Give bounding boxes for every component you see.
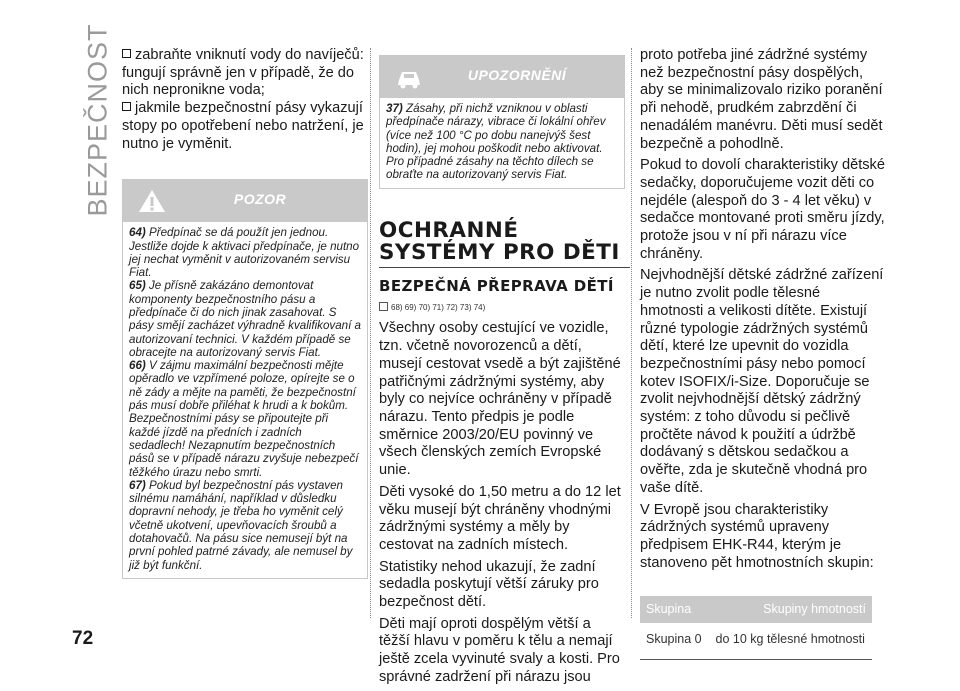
page-number: 72 xyxy=(72,628,94,649)
subheading-safe-transport: BEZPEČNÁ PŘEPRAVA DĚTÍ xyxy=(379,276,614,295)
heading-child-protection: OCHRANNÉ SYSTÉMY PRO DĚTI xyxy=(379,219,630,268)
paragraph: Pokud to dovolí charakteristiky dětské sedačky, doporučujeme vozit děti co nejdéle (alespoň do 3 - 4 let věku) v sedačce montované proti směru jízdy, protože jsou v ní při nárazu více chráněny. xyxy=(640,157,885,262)
weight-groups-table xyxy=(640,596,872,660)
warning-item: 37) Zásahy, při nichž vzniknou v oblasti předpínače nárazy, vibrace či lokální ohřev (více než 100 °C po dobu nanejvýš šest hodin), jej mohou poškodit nebo aktivovat. Pro případné zásahy na těchto dílech se obraťte na autorizovaný servis Fiat. xyxy=(386,102,606,182)
column-divider xyxy=(631,48,632,618)
paragraph: Statistiky nehod ukazují, že zadní sedadla poskytují větší záruky pro bezpečnost dětí. xyxy=(379,558,599,611)
column-1 xyxy=(122,47,368,579)
references: 68) 69) 70) 71) 72) 73) 74) xyxy=(379,299,625,317)
reference-icon xyxy=(379,302,388,311)
list-item: jakmile bezpečnostní pásy vykazují stopy po opotřebení nebo natržení, je nutno je vyměnit. xyxy=(122,100,364,152)
list-item: zabraňte vniknutí vody do navíječů: fungují správně jen v případě, že do nich nepronikne voda; xyxy=(122,47,364,99)
paragraph: Nejvhodnější dětské zádržné zařízení je nutno zvolit podle tělesné hmotnosti a velikosti dítěte. Existují různé typologie zádržných systémů dětí, které lze upevnit do vozidla bezpečnostními pásy nebo pomocí kotev ISOFIX/i-Size. Doporučuje se zvolit nejvhodnější dětský zádržný systém: z toho důvodu si pečlivě pročtěte návod k použití a údržbě dodávaný s dětskou sedačkou a ověřte, zda je skutečně vhodná pro vaše dítě. xyxy=(640,267,884,496)
warning-header xyxy=(123,180,367,222)
paragraph: Všechny osoby cestující ve vozidle, tzn. včetně novorozenců a dětí, musejí cestovat vsedě a být zajištěné patřičnými zádržnými systémy, aby byly co nejvíce ochráněny v případě nárazu. Tento předpis je podle směrnice 2003/20/EU povinný ve všech členských zemích Evropské unie. xyxy=(379,320,621,479)
table-cell: do 10 kg tělesné hmotnosti xyxy=(708,623,872,659)
warning-item: 67) Pokud byl bezpečnostní pás vystaven silnému namáhání, například v důsledku dopravní nehody, je třeba ho vyměnit celý včetně ukotvení, upevňovacích šroubů a dotahovačů. Na pásu sice nemusejí být na první pohled patrné závady, ale nemusel by již být funkční. xyxy=(129,478,353,572)
paragraph: Děti vysoké do 1,50 metru a do 12 let věku musejí být chráněny vhodnými zádržnými systémy a měly by cestovat na zadních místech. xyxy=(379,483,621,553)
bullet-square-icon xyxy=(122,49,131,58)
warning-body xyxy=(123,222,367,578)
warning-item: 64) Předpínač se dá použít jen jednou. Jestliže dojde k aktivaci předpínače, je nutno jej nechat vyměnit v autorizovaném servisu Fiat. xyxy=(129,226,360,280)
table-row xyxy=(640,623,872,659)
warning-title: UPOZORNĚNÍ xyxy=(467,67,567,83)
table-cell: Skupina 0 xyxy=(640,623,708,659)
warning-header xyxy=(380,56,624,98)
section-title: BEZPEČNOST xyxy=(82,23,113,217)
body-text xyxy=(379,320,625,686)
warning-body xyxy=(380,98,624,188)
column-divider xyxy=(370,48,371,618)
paragraph: Děti mají oproti dospělým větší a těžší hlavu v poměru k tělu a nemají ještě zcela vyvinuté svaly a kosti. Pro správné zadržení při nárazu jsou xyxy=(379,615,620,685)
warning-item: 65) Je přísně zakázáno demontovat komponenty bezpečnostního pásu a předpínače či do nich jinak zasahovat. S pásy smějí zacházet výhradně kvalifikovaní a autorizovaní technici. V každém případě se obracejte na autorizovaný servis Fiat. xyxy=(129,279,361,359)
warning-box-pozor xyxy=(122,179,368,579)
bullet-square-icon xyxy=(122,102,131,111)
warning-box-upozorneni xyxy=(379,55,625,189)
paragraph: V Evropě jsou charakteristiky zádržných systémů upraveny předpisem EHK-R44, kterým je stanoveno pět hmotnostních skupin: xyxy=(640,501,874,571)
warning-item: 66) V zájmu maximální bezpečnosti mějte opěradlo ve vzpřímené poloze, opírejte se o ně zády a mějte na paměti, že bezpečnostní pás musí dobře přiléhat k hrudi a k bokům. Bezpečnostními pásy se připoutejte při každé jízdě na předních i zadních sedadlech! Nezapnutím bezpečnostních pásů se v případě nárazu zvyšuje nebezpečí těžkého úrazu nebo smrti. xyxy=(129,359,359,479)
paragraph: proto potřeba jiné zádržné systémy než bezpečnostní pásy dospělých, aby se minimalizovalo riziko poranění při nehodě, prudkém zabrzdění či nenadálém manévru. Děti musí sedět bezpečně a pohodlně. xyxy=(640,47,883,152)
column-3 xyxy=(640,47,886,660)
column-2 xyxy=(379,47,625,691)
table-header: Skupiny hmotností xyxy=(708,596,872,623)
warning-title: POZOR xyxy=(233,191,287,208)
table-header: Skupina xyxy=(640,596,708,623)
